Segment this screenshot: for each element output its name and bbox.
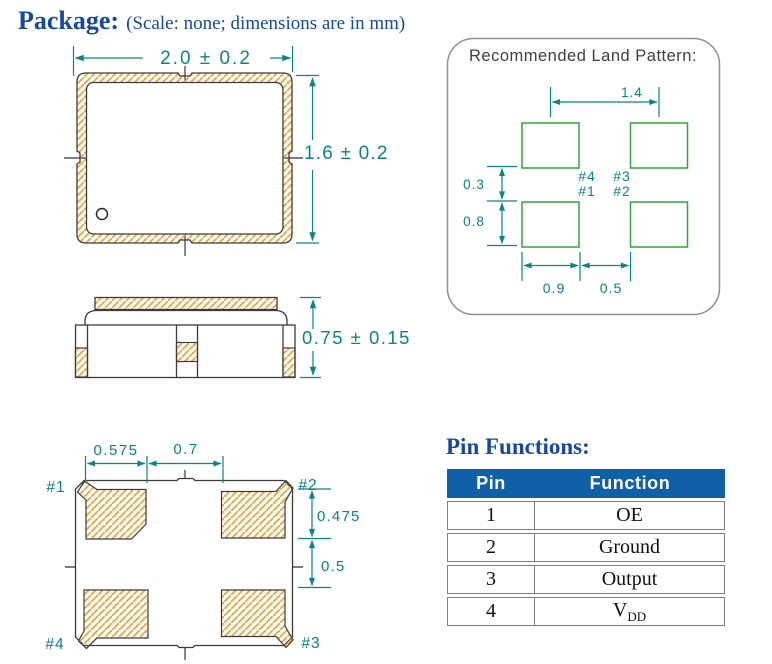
side-view-height-dimension [300, 298, 411, 378]
land-pad-4 [522, 123, 579, 168]
land-pad-2 [631, 202, 688, 247]
top-view-drawing [40, 40, 440, 265]
pin-functions-table [447, 466, 725, 629]
pin-functions-title: Pin Functions: [446, 434, 590, 459]
dim-land-pad-width-label: 0.9 [542, 280, 566, 296]
pin-number: 3 [447, 565, 535, 594]
dim-side-height-label: 0.75 ± 0.15 [302, 327, 411, 348]
package-body-side [76, 298, 296, 378]
land-label-pad2: #2 [613, 183, 631, 199]
dim-center-distance-label: 1.4 [621, 85, 643, 100]
table-row [447, 533, 725, 562]
page-subtitle: (Scale: none; dimensions are in mm) [126, 13, 406, 34]
pin-number: 1 [447, 501, 535, 530]
side-terminal-right [283, 348, 295, 377]
land-label-pad3: #3 [613, 168, 631, 184]
table-row [447, 597, 725, 626]
bottom-label-pad1: #1 [46, 479, 66, 496]
page-heading [18, 6, 405, 36]
bottom-right-dimensions [298, 489, 361, 588]
table-row [447, 565, 725, 594]
dim-pad-height-label: 0.8 [463, 214, 485, 229]
bottom-view-drawing [30, 435, 390, 664]
side-terminal-center [177, 343, 198, 362]
dim-bottom-pad-height-label: 0.475 [317, 508, 361, 525]
pin-function: Output [535, 565, 725, 594]
land-pad-1 [522, 202, 579, 247]
land-pads [522, 123, 688, 247]
side-terminal-left [76, 348, 88, 377]
page-title: Package: [18, 6, 120, 35]
vdd-label: V [612, 598, 628, 621]
bottom-label-pad3: #3 [301, 635, 321, 652]
land-label-pad4: #4 [578, 168, 596, 184]
pin-number: 2 [447, 533, 535, 562]
bottom-top-dimensions [86, 441, 224, 483]
land-pad-3 [631, 123, 688, 168]
pin-function [535, 597, 725, 626]
table-row [447, 501, 725, 530]
dim-width-label: 2.0 ± 0.2 [160, 48, 252, 69]
pin-number: 4 [447, 597, 535, 626]
bottom-label-pad4: #4 [45, 636, 65, 653]
land-pattern-panel [440, 35, 730, 320]
pin-table-header-row [447, 469, 725, 498]
top-view-width-dimension [74, 46, 293, 76]
land-label-pad1: #1 [578, 183, 596, 199]
bottom-label-pad2: #2 [298, 477, 318, 494]
land-center-distance-dimension [551, 85, 660, 117]
side-view-drawing [60, 290, 440, 385]
dim-bottom-pad-gap-label: 0.7 [173, 441, 199, 458]
pin-column-header: Pin [447, 469, 535, 498]
land-pattern-title: Recommended Land Pattern: [469, 47, 698, 65]
dim-bottom-pad-width-label: 0.575 [93, 442, 139, 459]
land-bottom-dimensions [522, 252, 631, 296]
dim-row-gap-label: 0.3 [463, 177, 485, 192]
dim-height-label: 1.6 ± 0.2 [304, 143, 389, 164]
pin1-marker-dot [97, 209, 108, 220]
vdd-subscript: DD [627, 608, 647, 624]
package-body-top [77, 73, 292, 243]
dim-land-pad-gap-label: 0.5 [599, 280, 623, 296]
dim-bottom-row-gap-label: 0.5 [321, 558, 346, 575]
land-pad-numbers [578, 168, 631, 199]
pin-function: Ground [535, 533, 725, 562]
function-column-header: Function [535, 469, 725, 498]
side-lid [95, 298, 277, 310]
bottom-pad-1 [78, 481, 147, 539]
pin-function: OE [535, 501, 725, 530]
land-left-dimensions [463, 167, 517, 246]
top-view-height-dimension [296, 76, 389, 244]
